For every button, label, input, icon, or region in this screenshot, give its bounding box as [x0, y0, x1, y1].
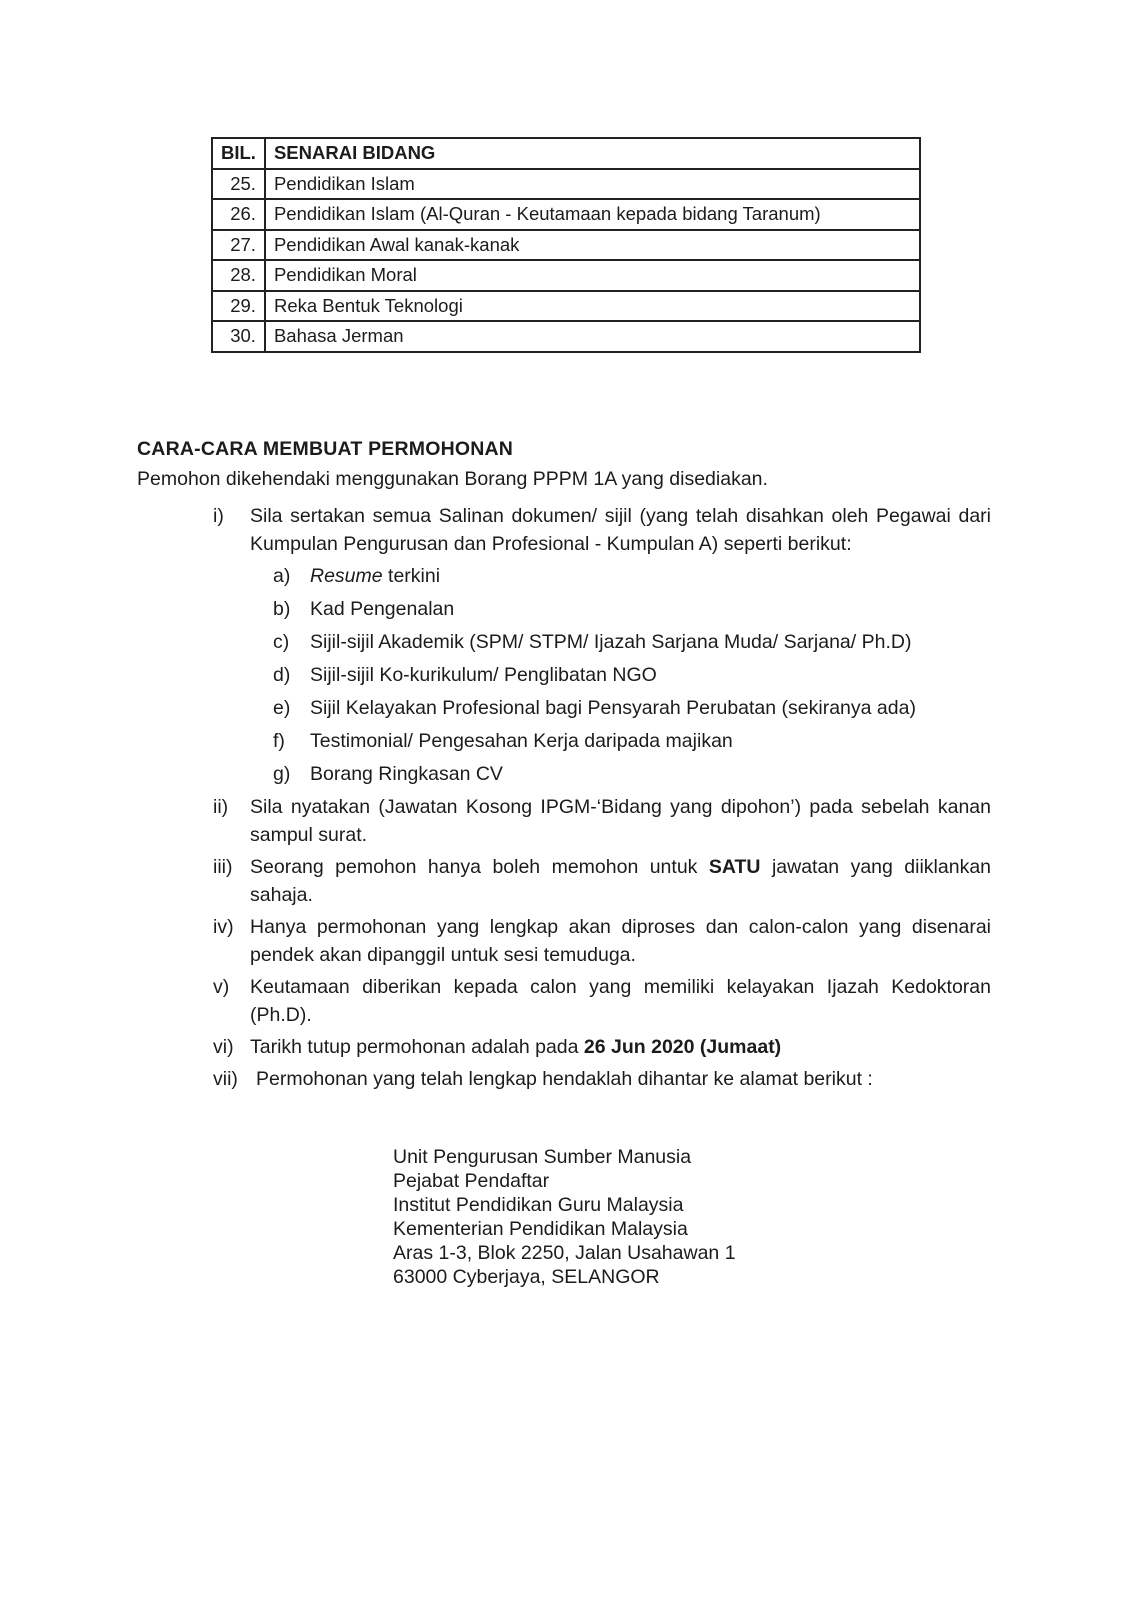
- row-bidang: Pendidikan Awal kanak-kanak: [265, 230, 920, 261]
- sub-list-item: [213, 727, 991, 755]
- section-heading: CARA-CARA MEMBUAT PERMOHONAN: [137, 438, 514, 460]
- sub-item-text: Testimonial/ Pengesahan Kerja daripada majikan: [310, 730, 733, 752]
- item-number: iii): [213, 856, 233, 878]
- address-line: Kementerian Pendidikan Malaysia: [393, 1218, 688, 1240]
- item-number: vii): [213, 1068, 238, 1090]
- sub-item-letter: e): [273, 697, 291, 719]
- item-number: iv): [213, 916, 234, 938]
- item-text: Seorang pemohon hanya boleh memohon untuk: [250, 856, 698, 878]
- section-intro: Pemohon dikehendaki menggunakan Borang PPPM 1A yang disediakan.: [137, 468, 768, 490]
- table-row: [212, 199, 920, 230]
- row-bidang: Bahasa Jerman: [265, 321, 920, 352]
- item-bold-text: SATU: [708, 856, 761, 878]
- sub-list-item: [213, 694, 991, 722]
- sub-list-item: [213, 595, 991, 623]
- table-row: [212, 260, 920, 291]
- item-text: Permohonan yang telah lengkap hendaklah dihantar ke alamat berikut :: [256, 1068, 873, 1090]
- address-line: Institut Pendidikan Guru Malaysia: [393, 1194, 684, 1216]
- item-text: Keutamaan diberikan kepada calon yang memiliki kelayakan Ijazah Kedoktoran (Ph.D).: [250, 976, 991, 1026]
- sub-item-text: Kad Pengenalan: [310, 598, 455, 620]
- sub-item-text: terkini: [388, 565, 441, 587]
- item-text: Tarikh tutup permohonan adalah pada: [250, 1036, 579, 1058]
- table-row: [212, 230, 920, 261]
- sub-list-item: [213, 562, 991, 590]
- row-bidang: Pendidikan Islam (Al-Quran - Keutamaan kepada bidang Taranum): [265, 199, 920, 230]
- address-line: Aras 1-3, Blok 2250, Jalan Usahawan 1: [393, 1242, 736, 1264]
- sub-item-text: Borang Ringkasan CV: [310, 763, 503, 785]
- row-bil: 27.: [212, 230, 265, 261]
- header-bil: BIL.: [212, 138, 265, 169]
- row-bidang: Pendidikan Islam: [265, 169, 920, 200]
- sub-list-item: [213, 628, 991, 656]
- row-bil: 25.: [212, 169, 265, 200]
- sub-item-text: Sijil-sijil Ko-kurikulum/ Penglibatan NGO: [310, 664, 657, 686]
- sub-list-item: [213, 760, 991, 788]
- list-item: [213, 1065, 991, 1093]
- table-row: [212, 291, 920, 322]
- list-item: [213, 973, 991, 1029]
- row-bil: 29.: [212, 291, 265, 322]
- item-number: ii): [213, 796, 229, 818]
- address-line: Pejabat Pendaftar: [393, 1170, 550, 1192]
- table-row: [212, 169, 920, 200]
- item-text: Sila sertakan semua Salinan dokumen/ sijil (yang telah disahkan oleh Pegawai dari Kumpulan Pengurusan dan Profesional - Kumpulan A) seperti berikut:: [250, 505, 991, 555]
- row-bidang: Reka Bentuk Teknologi: [265, 291, 920, 322]
- list-item: [213, 793, 991, 849]
- sub-item-letter: a): [273, 565, 291, 587]
- row-bil: 26.: [212, 199, 265, 230]
- sub-item-text: Sijil-sijil Akademik (SPM/ STPM/ Ijazah Sarjana Muda/ Sarjana/ Ph.D): [310, 631, 912, 653]
- list-item: [213, 913, 991, 969]
- senarai-bidang-table: [211, 137, 921, 353]
- row-bidang: Pendidikan Moral: [265, 260, 920, 291]
- item-text: Sila nyatakan (Jawatan Kosong IPGM-‘Bidang yang dipohon’) pada sebelah kanan sampul surat.: [250, 796, 991, 846]
- sub-item-letter: d): [273, 664, 291, 686]
- cara-membuat-permohonan-section: [137, 438, 997, 1097]
- requirements-list: [213, 502, 991, 1093]
- list-item: [213, 1033, 991, 1061]
- sub-item-italic-text: Resume: [310, 565, 383, 587]
- sub-list-item: [213, 661, 991, 689]
- item-text: Hanya permohonan yang lengkap akan diproses dan calon-calon yang disenarai pendek akan dipanggil untuk sesi temuduga.: [250, 916, 991, 966]
- document-sublist: [213, 562, 991, 788]
- item-number: v): [213, 976, 230, 998]
- sub-item-letter: f): [273, 730, 285, 752]
- address-line: 63000 Cyberjaya, SELANGOR: [393, 1266, 660, 1288]
- row-bil: 30.: [212, 321, 265, 352]
- sub-item-letter: c): [273, 631, 290, 653]
- item-number: vi): [213, 1036, 234, 1058]
- sub-item-text: Sijil Kelayakan Profesional bagi Pensyarah Perubatan (sekiranya ada): [310, 697, 916, 719]
- closing-date: 26 Jun 2020 (Jumaat): [583, 1036, 782, 1058]
- sub-item-letter: b): [273, 598, 291, 620]
- table-header-row: [212, 138, 920, 169]
- list-item: [213, 502, 991, 558]
- list-item: [213, 853, 991, 909]
- row-bil: 28.: [212, 260, 265, 291]
- mailing-address: [393, 1145, 736, 1289]
- header-senarai-bidang: SENARAI BIDANG: [265, 138, 920, 169]
- table-row: [212, 321, 920, 352]
- sub-item-letter: g): [273, 763, 291, 785]
- item-text: jawatan yang diiklankan sahaja.: [250, 856, 992, 906]
- item-number: i): [213, 505, 224, 527]
- address-line: Unit Pengurusan Sumber Manusia: [393, 1146, 692, 1168]
